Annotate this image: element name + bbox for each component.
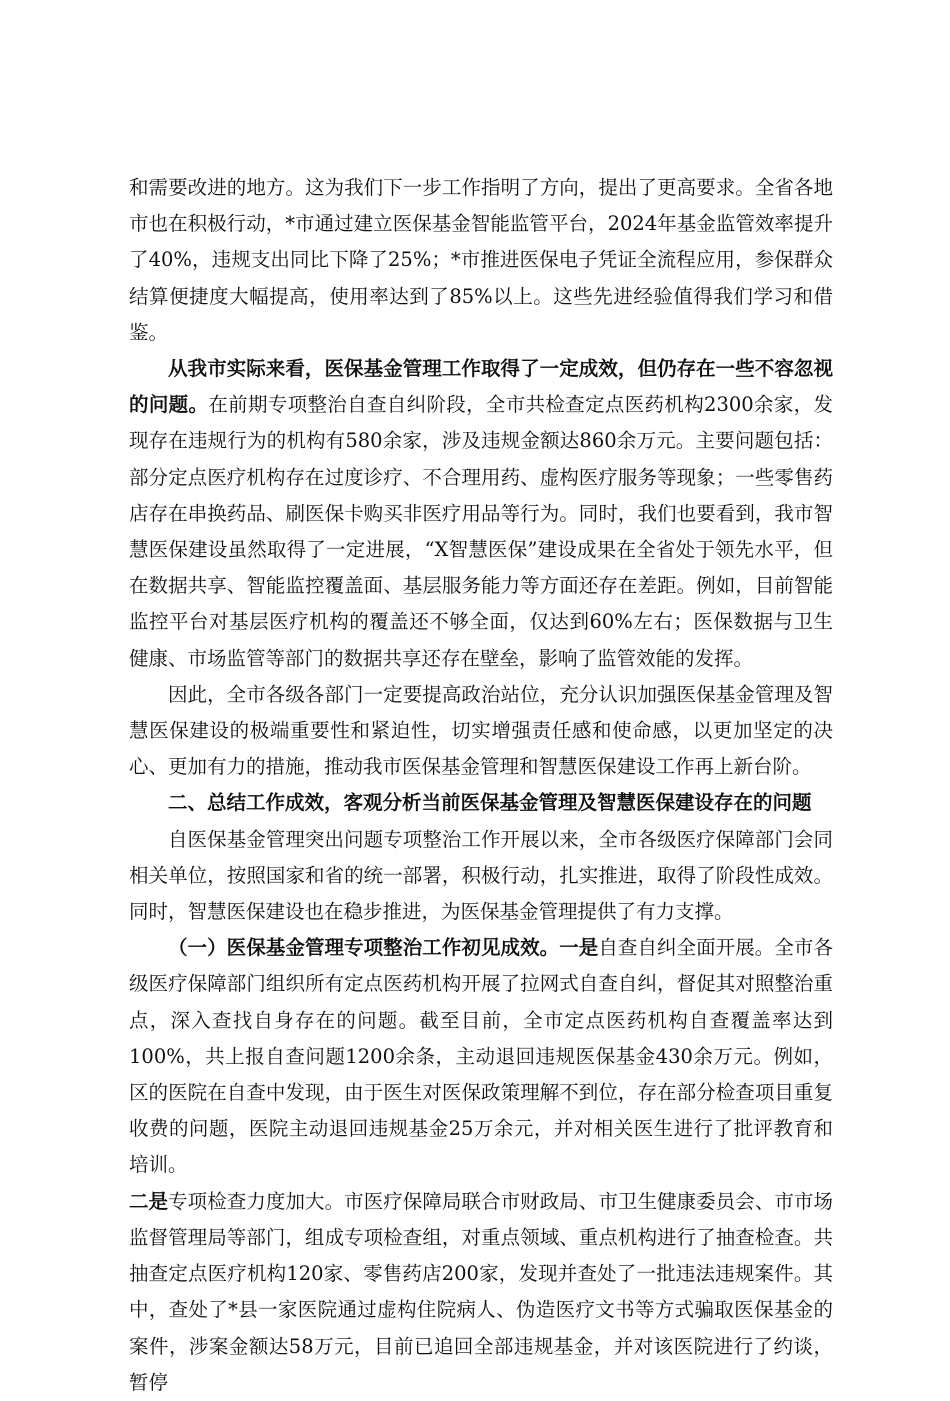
paragraph-text: 和需要改进的地方。这为我们下一步工作指明了方向，提出了更高要求。全省各地市也在积极行动，*市通过建立医保基金智能监管平台，2024年基金监管效率提升了40%，违规支出同比下降了25%；*市推进医保电子凭证全流程应用，参保群众结算便捷度大幅提高，使用率达到了85%以上。这些先进经验值得我们学习和借鉴。 (129, 176, 833, 344)
paragraph-item-two (129, 1184, 833, 1401)
section-heading (129, 785, 833, 821)
paragraph-section-intro (129, 822, 833, 931)
paragraph-lead-bold: 从我市实际来看，医保基金管理工作取得了一定成效，但仍存在一些不容忽视的问题。 (129, 357, 833, 417)
paragraph-text: 专项检查力度加大。市医疗保障局联合市财政局、市卫生健康委员会、市市场监督管理局等部门，组成专项检查组，对重点领域、重点机构进行了抽查检查。共抽查定点医疗机构120家、零售药店200家，发现并查处了一批违法违规案件。其中，查处了*县一家医院通过虚构住院病人、伪造医疗文书等方式骗取医保基金的案件，涉案金额达58万元，目前已追回全部违规基金，并对该医院进行了约谈，暂停 (129, 1189, 833, 1394)
paragraph-text: 因此，全市各级各部门一定要提高政治站位，充分认识加强医保基金管理及智慧医保建设的极端重要性和紧迫性，切实增强责任感和使命感，以更加坚定的决心、更加有力的措施，推动我市医保基金管理和智慧医保建设工作再上新台阶。 (129, 682, 833, 779)
document-page (129, 170, 833, 1401)
paragraph-current-situation (129, 351, 833, 677)
paragraph-text: 自查自纠全面开展。全市各级医疗保障部门组织所有定点医药机构开展了拉网式自查自纠，督促其对照整治重点，深入查找自身存在的问题。截至目前，全市定点医药机构自查覆盖率达到100%，共上报自查问题1200余条，主动退回违规医保基金430余万元。例如，区的医院在自查中发现，由于医生对医保政策理解不到位，存在部分检查项目重复收费的问题，医院主动退回违规基金25万余元，并对相关医生进行了批评教育和培训。 (129, 936, 833, 1177)
paragraph-lead-bold: 二是 (129, 1189, 169, 1213)
paragraph-lead-bold: （一）医保基金管理专项整治工作初见成效。一是 (168, 936, 599, 960)
section-heading-text: 二、总结工作成效，客观分析当前医保基金管理及智慧医保建设存在的问题 (168, 791, 812, 815)
paragraph-conclusion (129, 677, 833, 786)
paragraph-text: 自医保基金管理突出问题专项整治工作开展以来，全市各级医疗保障部门会同相关单位，按照国家和省的统一部署，积极行动，扎实推进，取得了阶段性成效。同时，智慧医保建设也在稳步推进，为医保基金管理提供了有力支撑。 (129, 827, 833, 924)
paragraph-continuation (129, 170, 833, 351)
paragraph-text: 在前期专项整治自查自纠阶段，全市共检查定点医药机构2300余家，发现存在违规行为的机构有580余家，涉及违规金额达860余万元。主要问题包括：部分定点医疗机构存在过度诊疗、不合理用药、虚构医疗服务等现象；一些零售药店存在串换药品、刷医保卡购买非医疗用品等行为。同时，我们也要看到，我市智慧医保建设虽然取得了一定进展，“X智慧医保”建设成果在全省处于领先水平，但在数据共享、智能监控覆盖面、基层服务能力等方面还存在差距。例如，目前智能监控平台对基层医疗机构的覆盖还不够全面，仅达到60%左右；医保数据与卫生健康、市场监管等部门的数据共享还存在壁垒，影响了监管效能的发挥。 (129, 393, 833, 670)
paragraph-subsection-one (129, 930, 833, 1183)
